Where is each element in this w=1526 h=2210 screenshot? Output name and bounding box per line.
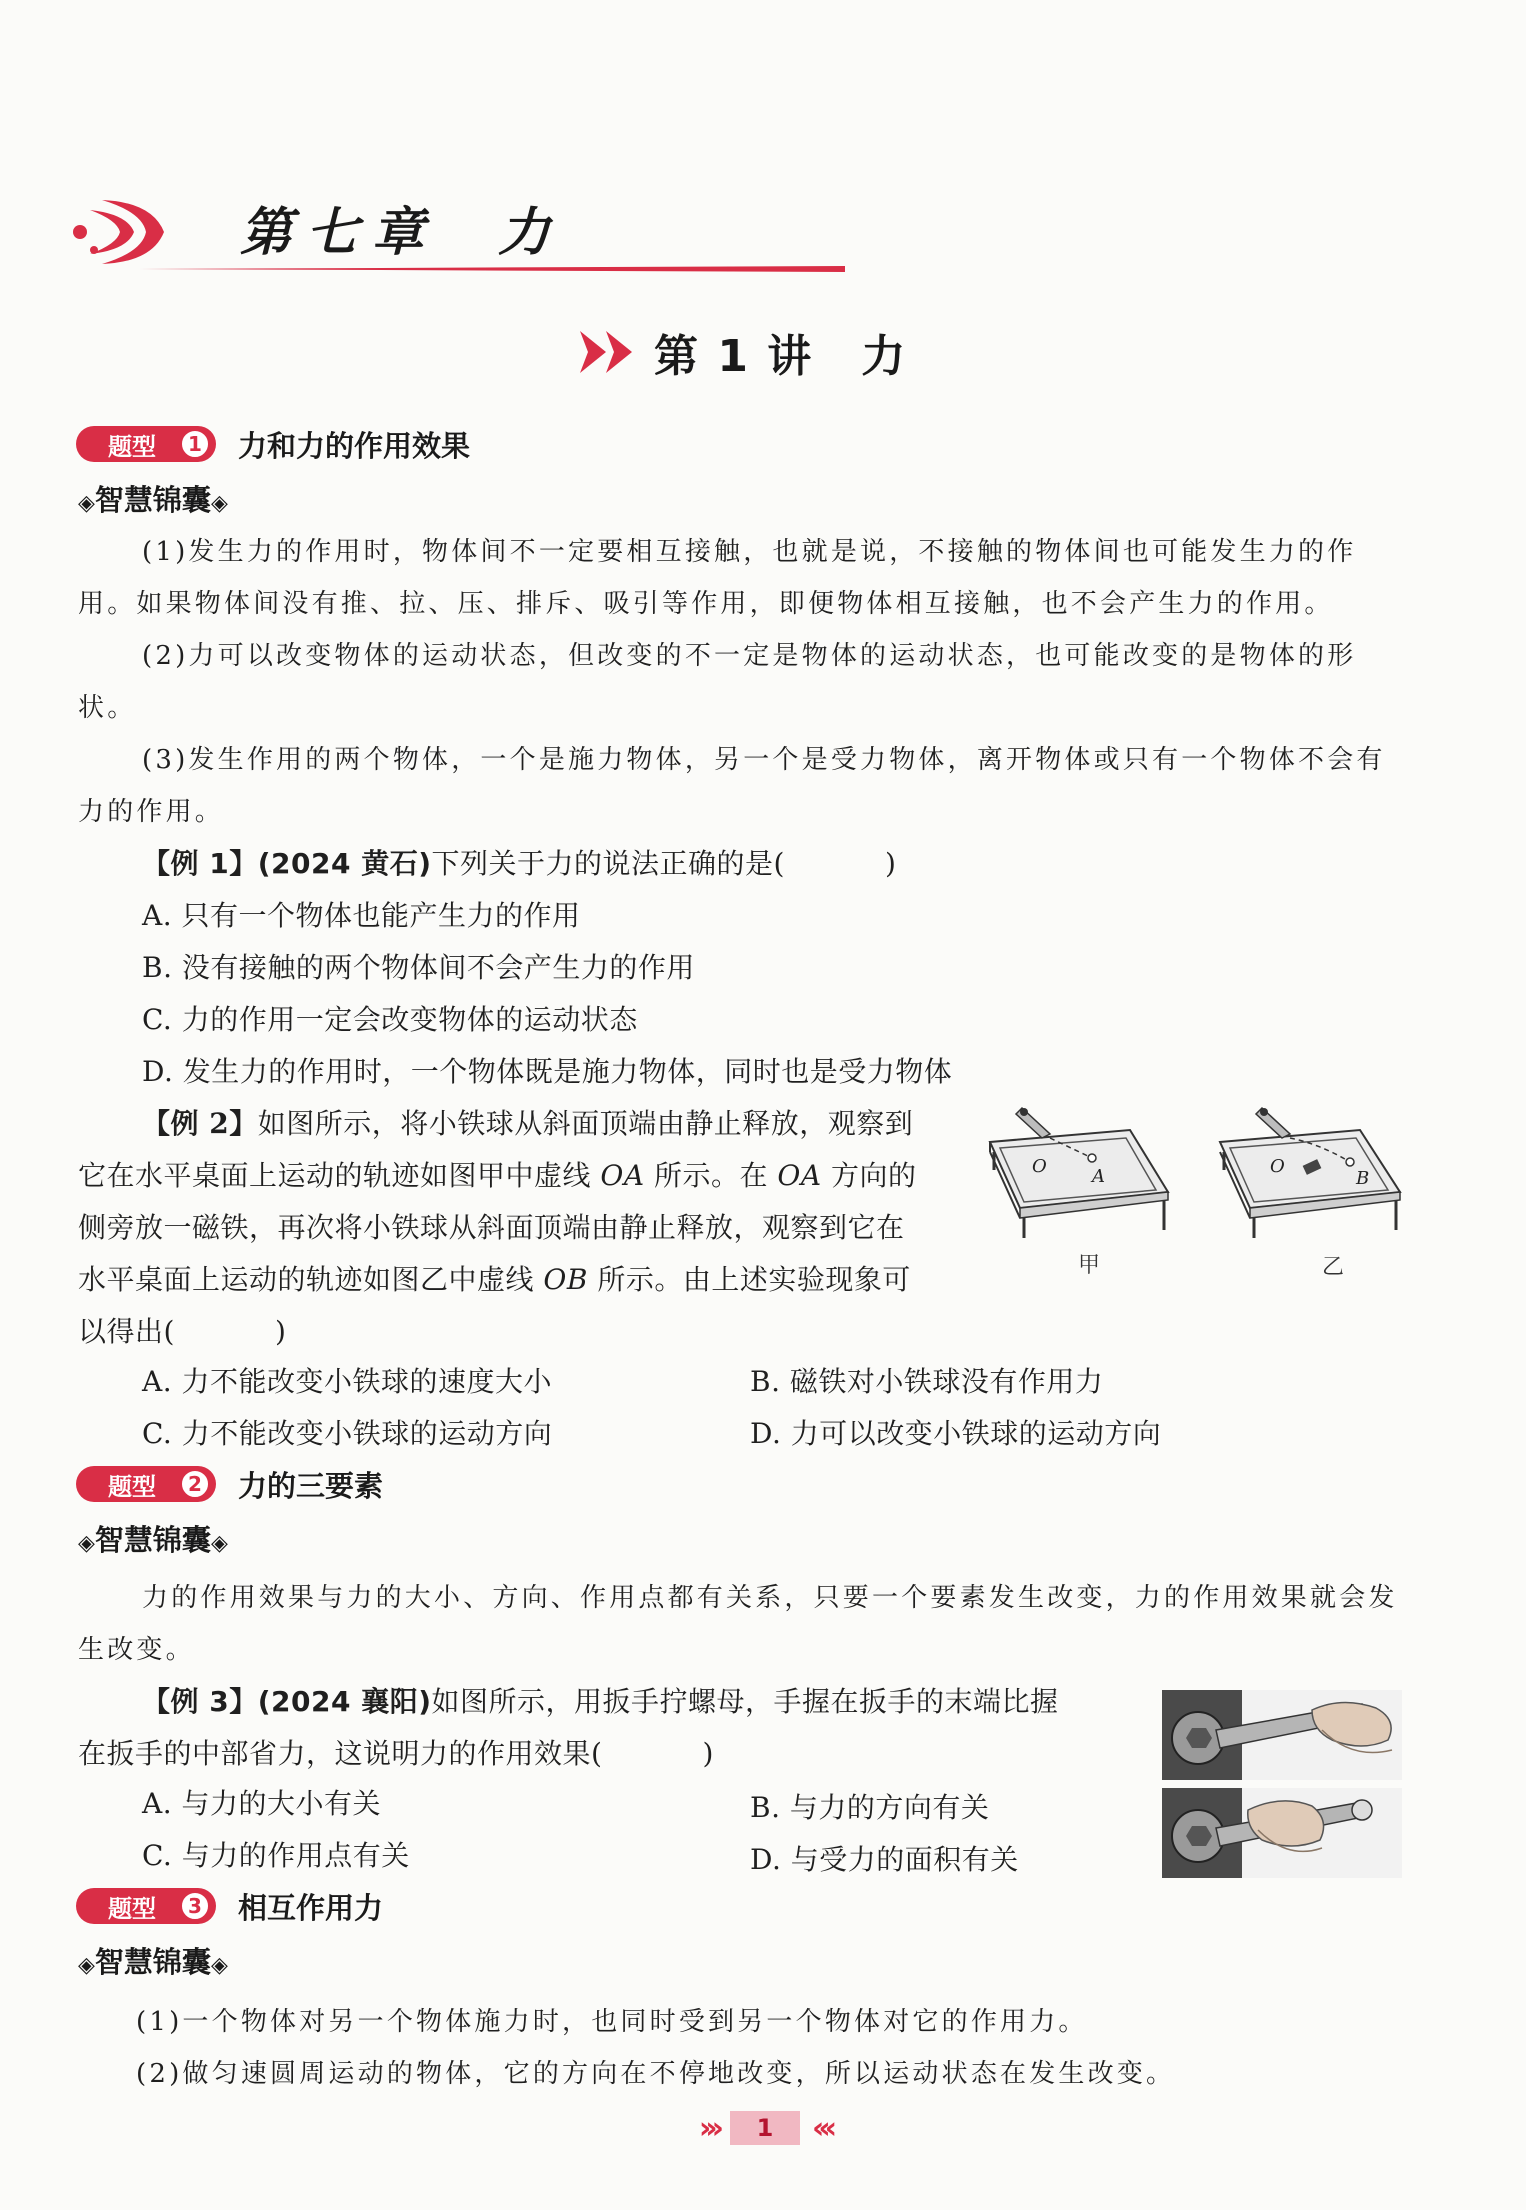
path-label: OA (777, 1159, 822, 1192)
chapter-swirl-icon (72, 192, 172, 272)
left-arrows-icon: ‹‹‹ (812, 2110, 832, 2146)
stem-text: 所示。由上述实验现象可以得出( (78, 1263, 911, 1348)
option-c: C. 与力的作用点有关 (142, 1839, 410, 1872)
path-label: OA (600, 1159, 645, 1192)
tip-paragraph: (1)一个物体对另一个物体施力时，也同时受到另一个物体对它的作用力。 (136, 2007, 1088, 2037)
topic-badge-label: 题型 (108, 432, 156, 461)
stem-text: 所示。在 (644, 1159, 778, 1192)
chapter-subject: 力 (498, 202, 565, 263)
wisdom-label: 智慧锦囊 (94, 1523, 211, 1557)
option-c: C. 力的作用一定会改变物体的运动状态 (142, 1003, 638, 1036)
option-b: B. 没有接触的两个物体间不会产生力的作用 (142, 951, 695, 984)
example-source: (2024 襄阳) (257, 1685, 432, 1718)
double-arrow-icon (580, 329, 640, 375)
lecture-title (654, 320, 907, 384)
example-question: 如图所示，用扳手拧螺母，手握在扳手的末端比握 (431, 1685, 1059, 1718)
option-d: D. 力可以改变小铁球的运动方向 (750, 1417, 1162, 1450)
option-a: A. 只有一个物体也能产生力的作用 (142, 899, 581, 932)
tip-paragraph: (2)力可以改变物体的运动状态，但改变的不一定是物体的运动状态，也可能改变的是物体的形状。 (78, 641, 1357, 723)
example-3-stem-line1 (142, 1680, 1059, 1720)
lecture-number: 第 1 讲 (654, 331, 814, 382)
option-d: D. 与受力的面积有关 (750, 1843, 1019, 1876)
topic-number: 2 (180, 1469, 210, 1499)
right-arrows-icon: ››› (698, 2110, 718, 2146)
wisdom-heading-3 (78, 1940, 228, 1981)
wisdom-label: 智慧锦囊 (94, 483, 211, 517)
option-b: B. 与力的方向有关 (750, 1791, 990, 1824)
diamond-icon: ◈ (210, 1531, 228, 1556)
topic-badge (76, 1888, 216, 1924)
diamond-icon: ◈ (78, 1531, 95, 1556)
option-d: D. 发生力的作用时，一个物体既是施力物体，同时也是受力物体 (142, 1055, 953, 1088)
answer-bracket: ) (884, 847, 897, 880)
wisdom-label: 智慧锦囊 (94, 1945, 211, 1979)
label-o: O (1270, 1156, 1285, 1177)
tip-paragraph: (2)做匀速圆周运动的物体，它的方向在不停地改变，所以运动状态在发生改变。 (136, 2059, 1176, 2089)
topic-badge (76, 426, 216, 462)
topic-heading-1 (76, 424, 470, 464)
example-question: 在扳手的中部省力，这说明力的作用效果( (78, 1737, 603, 1770)
topic-heading-3 (76, 1886, 383, 1926)
diamond-icon: ◈ (78, 491, 95, 516)
tip-paragraph: (1)发生力的作用时，物体间不一定要相互接触，也就是说，不接触的物体间也可能发生力的作用。如果物体间没有推、拉、压、排斥、吸引等作用，即便物体相互接触，也不会产生力的作用。 (78, 537, 1357, 619)
page-number: 1 (730, 2111, 800, 2145)
figure-table-jia (980, 1100, 1170, 1240)
example-3-stem-line2 (78, 1732, 714, 1772)
label-b: B (1356, 1168, 1370, 1189)
option-c: C. 力不能改变小铁球的运动方向 (142, 1417, 553, 1450)
diamond-icon: ◈ (210, 1953, 228, 1978)
topic-label: 力的三要素 (238, 1468, 384, 1503)
figure-caption-jia: 甲 (1078, 1253, 1101, 1278)
topic-heading-2 (76, 1464, 383, 1504)
tip-paragraph: (3)发生作用的两个物体，一个是施力物体，另一个是受力物体，离开物体或只有一个物体不会有力的作用。 (78, 745, 1386, 827)
label-o: O (1032, 1156, 1047, 1177)
topic-badge-label: 题型 (108, 1894, 156, 1923)
diamond-icon: ◈ (78, 1953, 95, 1978)
topic-label: 相互作用力 (238, 1890, 384, 1925)
tip-paragraph: 力的作用效果与力的大小、方向、作用点都有关系，只要一个要素发生改变，力的作用效果就会发生改变。 (78, 1583, 1398, 1665)
chapter-number: 第七章 (240, 202, 439, 263)
option-a: A. 与力的大小有关 (142, 1787, 382, 1820)
example-tag: 【例 3】 (142, 1685, 258, 1718)
figure-caption-yi: 乙 (1322, 1255, 1345, 1280)
stem-text: 如图所示，将小铁球从斜面顶端由静止释放，观察到它在水平桌面上运动的轨迹如图甲中虚线 (78, 1107, 914, 1192)
topic-number: 1 (180, 429, 210, 459)
diamond-icon: ◈ (210, 491, 228, 516)
page-number-footer (640, 2108, 890, 2148)
option-b: B. 磁铁对小铁球没有作用力 (750, 1365, 1104, 1398)
example-question: 下列关于力的说法正确的是( (431, 847, 785, 880)
option-a: A. 力不能改变小铁球的速度大小 (142, 1365, 553, 1398)
lecture-heading (580, 322, 907, 382)
topic-label: 力和力的作用效果 (238, 428, 471, 463)
example-1-stem (142, 842, 896, 882)
topic-badge (76, 1466, 216, 1502)
answer-bracket: ) (702, 1737, 714, 1770)
answer-bracket: ) (274, 1315, 287, 1348)
wisdom-heading-1 (78, 478, 228, 519)
path-label: OB (543, 1263, 588, 1296)
lecture-subject: 力 (861, 331, 908, 382)
chapter-underline (140, 266, 845, 272)
wisdom-heading-2 (78, 1518, 228, 1559)
wrench-photo-middle-grip (1162, 1788, 1402, 1878)
stem-text: 方向的侧旁放一磁铁，再次将小铁球从斜面顶端由静止释放，观察到它在水平桌面上运动的轨迹如图乙中虚线 (78, 1159, 917, 1296)
label-a: A (1092, 1166, 1105, 1187)
topic-number: 3 (180, 1891, 210, 1921)
wrench-photo-end-grip (1162, 1690, 1402, 1780)
topic-badge-label: 题型 (108, 1472, 156, 1501)
example-tag: 【例 1】 (142, 847, 258, 880)
figure-table-yi (1210, 1100, 1410, 1240)
example-source: (2024 黄石) (257, 847, 432, 880)
chapter-title (240, 190, 564, 265)
example-tag: 【例 2】 (142, 1107, 258, 1140)
example-2-stem (78, 1098, 928, 1358)
